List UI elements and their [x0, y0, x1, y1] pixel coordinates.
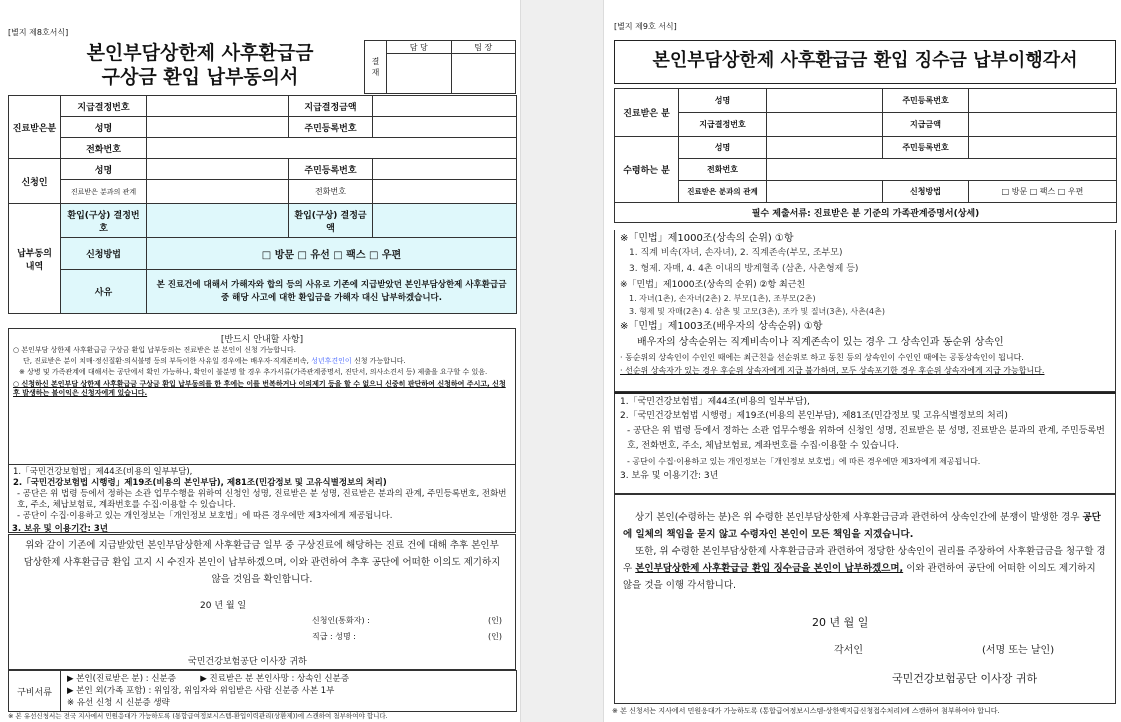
decision-amount-label: 지급결정금액 — [289, 96, 373, 117]
form-number: [별지 제8호서식] — [8, 28, 69, 37]
civil-b2: 3. 형제 및 자매(2촌) 4. 삼촌 및 고모(3촌), 조카 및 질녀(3촌), 사촌(4촌) — [629, 307, 885, 316]
decision-amount-field[interactable] — [373, 96, 517, 117]
receiver-label-b: 수령하는 분 — [615, 137, 679, 203]
docs-list — [61, 671, 517, 712]
patient-label-b: 진료받은 분 — [615, 89, 679, 137]
approval-sign-1[interactable] — [387, 54, 452, 94]
receiver-relation-field-b[interactable] — [767, 181, 883, 203]
applicant-relation-label: 진료받은 분과의 관계 — [61, 180, 147, 204]
civil-h3: ※「민법」제1003조(배우자의 상속순위) ①항 — [620, 321, 823, 332]
title-b: 본인부담상한제 사후환급금 환입 징수금 납부이행각서 — [614, 40, 1116, 84]
addressee-a: 국민건강보험공단 이사장 귀하 — [188, 657, 307, 667]
civil-b1: 1. 자녀(1촌), 손자녀(2촌) 2. 부모(1촌), 조부모(2촌) — [629, 294, 816, 303]
patient-resident-label-b: 주민등록번호 — [883, 89, 969, 113]
footer-a: ※ 본 유선신청서는 전국 지사에서 민원응대가 가능하도록 (통합급여정보시스템-환입이력관리(상환제))에 스캔하여 첨부하여야 합니다. — [8, 712, 388, 720]
docs-item-2: ▶ 본인 외(가족 포함) : 위임장, 위임자와 위임받은 사람 신분증 사본 1부 — [67, 686, 335, 696]
applicant-phone-field[interactable] — [373, 180, 517, 204]
law-line-1: 1.「국민건강보험법」제44조(비용의 일부부담), — [13, 467, 193, 477]
decision-no-field-b[interactable] — [767, 113, 883, 137]
applicant-relation-field[interactable] — [147, 180, 289, 204]
guardian-highlight: 성년후견인이 — [311, 357, 352, 365]
guide-item-1b: 단, 진료받은 분이 치매·정신질환·의식불명 등의 부득이한 사유일 경우에는 배우자·직계존비속, 성년후견인이 신청 가능합니다. — [23, 357, 406, 365]
law-box-b — [614, 392, 1116, 494]
guide-item-1: ○ 본인부담 상한제 사후환급금 구상금 환입 납부동의는 진료받은 분 본인이 신청 가능합니다. — [13, 346, 297, 354]
civil-a2: 3. 형제. 자매, 4. 4촌 이내의 방계혈족 (삼촌, 사촌형제 등) — [629, 264, 859, 274]
guide-item-2: ※ 상병 및 가족관계에 대해서는 공단에서 확인 가능하나, 확인이 불분명 할 경우 추가서류(가족관계증명서, 진단서, 의사소견서 등) 제출을 요구할 수 있음. — [19, 368, 488, 376]
form-number-b: [별지 제9호 서식] — [614, 22, 677, 31]
docs-label: 구비서류 — [9, 671, 61, 712]
amount-label-b: 지급금액 — [883, 113, 969, 137]
guide-item-3: ○ 신청하신 본인부담 상한제 사후환급금 구상금 환입 납부동의를 한 후에는 이를 번복하거나 이의제기 등을 할 수 없으니 신중히 판단하여 신청하여 주시고, 신청 후 발생하는 불이익은 신청자에게 있습니다. — [13, 380, 506, 397]
receiver-resident-field-b[interactable] — [969, 137, 1117, 159]
refund-no-label: 환입(구상) 결정번호 — [61, 204, 147, 238]
patient-name-field-b[interactable] — [767, 89, 883, 113]
approval-col-1: 담 당 — [387, 41, 452, 54]
consent-box — [8, 534, 516, 670]
receiver-resident-label-b: 주민등록번호 — [883, 137, 969, 159]
date-b[interactable]: 20 년 월 일 — [812, 616, 869, 629]
law-b-4: - 공단이 수집·이용하고 있는 개인정보는「개인정보 보호법」에 따른 경우에만 제3자에게 제공됩니다. — [627, 457, 981, 466]
patient-resident-field-b[interactable] — [969, 89, 1117, 113]
civil-law-box — [614, 230, 1116, 392]
decision-no-field[interactable] — [147, 96, 289, 117]
law-line-4: - 공단이 수집·이용하고 있는 개인정보는「개인정보 보호법」에 따른 경우에만 제3자에게 제공됩니다. — [17, 511, 393, 521]
required-docs-table — [8, 670, 517, 712]
docs-item-1b: ▶ 진료받은 분 본인사망 : 상속인 신분증 — [200, 674, 350, 684]
applicant-name-label: 성명 — [61, 159, 147, 180]
patient-phone-label: 전화번호 — [61, 138, 147, 159]
page-gap — [520, 0, 604, 722]
signer-b[interactable]: 각서인 — [834, 645, 863, 656]
guide-box — [8, 328, 516, 465]
guide-title: [반드시 안내할 사항] — [220, 335, 304, 345]
method-options[interactable]: □ 방문 □ 유선 □ 팩스 □ 우편 — [147, 238, 517, 270]
law-line-3: - 공단은 위 법령 등에서 정하는 소관 업무수행을 위하여 신청인 성명, 진료받은 분 성명, 진료받은 분과의 관계, 주민등록번호, 전화번호, 주소, 체납보험료, 계좌번호를 수집·이용할 수 있습니다. — [17, 489, 507, 510]
date-a[interactable]: 20 년 월 일 — [200, 601, 247, 611]
docs-item-1: ▶ 본인(진료받은 분) : 신분증 — [67, 674, 176, 684]
pledge-1-bold: 공단에 일체의 책임을 묻지 않고 수령자인 본인이 모든 책임을 지겠습니다. — [623, 512, 1101, 540]
required-docs-b: 필수 제출서류: 진료받은 분 기준의 가족관계증명서(상세) — [615, 203, 1117, 223]
receiver-method-label-b: 신청방법 — [883, 181, 969, 203]
receiver-relation-label-b: 진료받은 분과의 관계 — [679, 181, 767, 203]
approval-label: 결 재 — [365, 41, 387, 94]
law-b-3: - 공단은 위 법령 등에서 정하는 소관 업무수행을 위하여 신청인 성명, 진료받은 분 성명, 진료받은 분과의 관계, 주민등록번호, 전화번호, 주소, 체납보험료, 계좌번호를 수집·이용할 수 있습니다. — [627, 426, 1105, 451]
civil-d2: · 선순위 상속자가 있는 경우 후순위 상속자에게 지급 불가하며, 모두 상속포기한 경우 후순위 상속자에게 지급 가능합니다. — [620, 366, 1045, 375]
agreement-table — [8, 95, 517, 314]
receiver-phone-field-b[interactable] — [767, 159, 1117, 181]
reason-text: 본 진료건에 대해서 가해자와 합의 등의 사유로 기존에 지급받았던 본인부담상한제 사후환급금 중 해당 사고에 대한 환입금을 가해자 대신 납부하겠습니다. — [147, 270, 517, 314]
addressee-b: 국민건강보험공단 이사장 귀하 — [892, 672, 1038, 685]
signature-b[interactable]: (서명 또는 날인) — [982, 645, 1055, 656]
civil-c1: 배우자의 상속순위는 직계비속이나 직계존속이 있는 경우 그 상속인과 동순위 상속인 — [637, 337, 1004, 348]
seal-2: (인) — [488, 632, 502, 641]
applicant-name-field[interactable] — [147, 159, 289, 180]
law-line-2: 2.「국민건강보험법 시행령」제19조(비용의 본인부담), 제81조(민감정보 및 고유식별정보의 처리) — [13, 478, 387, 488]
applicant-section-label: 신청인 — [9, 159, 61, 204]
pledge-box — [614, 494, 1116, 704]
applicant-resident-label: 주민등록번호 — [289, 159, 373, 180]
approval-sign-2[interactable] — [451, 54, 516, 94]
civil-a1: 1. 직계 비속(자녀, 손자녀), 2. 직계존속(부모, 조부모) — [629, 248, 843, 258]
applicant-phone-label: 전화번호 — [289, 180, 373, 204]
payment-section-label: 납부동의 내역 — [9, 204, 61, 314]
receiver-name-label-b: 성명 — [679, 137, 767, 159]
docs-item-3: ※ 유선 신청 시 신분증 생략 — [67, 698, 170, 708]
title-line-1: 본인부담상한제 사후환급금 — [86, 42, 314, 64]
patient-section-label: 진료받은분 — [9, 96, 61, 159]
method-label: 신청방법 — [61, 238, 147, 270]
law-b-2: 2.「국민건강보험법 시행령」제19조(비용의 본인부담), 제81조(민감정보 및 고유식별정보의 처리) — [620, 411, 1008, 421]
patient-name-label-b: 성명 — [679, 89, 767, 113]
patient-name-field[interactable] — [147, 117, 289, 138]
pledge-2-bold: 본인부담상한제 사후환급금 환입 징수금을 본인이 납부하겠으며, — [635, 563, 904, 574]
form-page-8 — [0, 0, 520, 722]
applicant-resident-field[interactable] — [373, 159, 517, 180]
decision-no-label-b: 지급결정번호 — [679, 113, 767, 137]
pledge-table — [614, 88, 1117, 223]
form-page-9 — [604, 0, 1121, 722]
approval-col-2: 팀 장 — [451, 41, 516, 54]
receiver-method-options-b[interactable]: □ 방문 □ 팩스 □ 우편 — [969, 181, 1117, 203]
civil-d1: · 동순위의 상속인이 수인인 때에는 최근친을 선순위로 하고 동친 등의 상속인이 수인인 때에는 공동상속인이 됩니다. — [620, 353, 1024, 362]
approval-box — [364, 40, 516, 94]
patient-resident-label: 주민등록번호 — [289, 117, 373, 138]
seal-1: (인) — [488, 616, 502, 625]
receiver-name-field-b[interactable] — [767, 137, 883, 159]
refund-amount-label: 환입(구상) 결정금액 — [289, 204, 373, 238]
civil-h1: ※「민법」제1000조(상속의 순위) ①항 — [620, 233, 794, 244]
patient-phone-field[interactable] — [147, 138, 517, 159]
decision-no-label: 지급결정번호 — [61, 96, 147, 117]
patient-name-label: 성명 — [61, 117, 147, 138]
pledge-1: 상기 본인(수령하는 분)은 위 수령한 본인부담상한제 사후환급금과 관련하여 상속인간에 분쟁이 발생한 경우 공단에 일체의 책임을 묻지 않고 수령자인 본인이 모든 책임을 지겠습니다. — [623, 512, 1101, 540]
title-line-2: 구상금 환입 납부동의서 — [101, 66, 299, 88]
footer-b: ※ 본 신청서는 지사에서 민원응대가 가능하도록 (통합급여정보시스템-상한액지급신청접수처리)에 스캔하여 첨부하여야 합니다. — [612, 707, 1000, 715]
refund-amount-field[interactable] — [373, 204, 517, 238]
refund-no-field[interactable] — [147, 204, 289, 238]
law-b-1: 1.「국민건강보험법」제44조(비용의 일부부담), — [620, 397, 810, 407]
reason-label: 사유 — [61, 270, 147, 314]
signer-2[interactable]: 직급 : 성명 : — [312, 632, 356, 641]
law-b-5: 3. 보유 및 이용기간: 3년 — [620, 471, 719, 481]
patient-resident-field[interactable] — [373, 117, 517, 138]
law-line-5: 3. 보유 및 이용기간: 3년 — [12, 524, 108, 534]
receiver-phone-label-b: 전화번호 — [679, 159, 767, 181]
consent-text: 위와 같이 기존에 지급받았던 본인부담상한제 사후환급금 일부 중 구상진료에 해당하는 진료 건에 대해 추후 본인부담상한제 사후환급금 환입 고지 시 수진자 본인이 납부하겠으며, 이와 관련하여 추후 공단에 어떠한 이의도 제기하지 않을 것임을 확인합니다. — [23, 540, 501, 585]
civil-h2: ※「민법」제1000조(상속의 순위) ②항 최근친 — [620, 280, 806, 290]
amount-field-b[interactable] — [969, 113, 1117, 137]
signer-1[interactable]: 신청인(통화자) : — [312, 616, 370, 625]
pledge-2: 또한, 위 수령한 본인부담상한제 사후환급금과 관련하여 정당한 상속인이 권리를 주장하여 사후환급금을 청구할 경우 본인부담상한제 사후환급금 환입 징수금을 본인이 납부하겠으며, 이와 관련하여 공단에 어떠한 이의도 제기하지 않을 것을 이행 각서합니다. — [623, 546, 1106, 591]
